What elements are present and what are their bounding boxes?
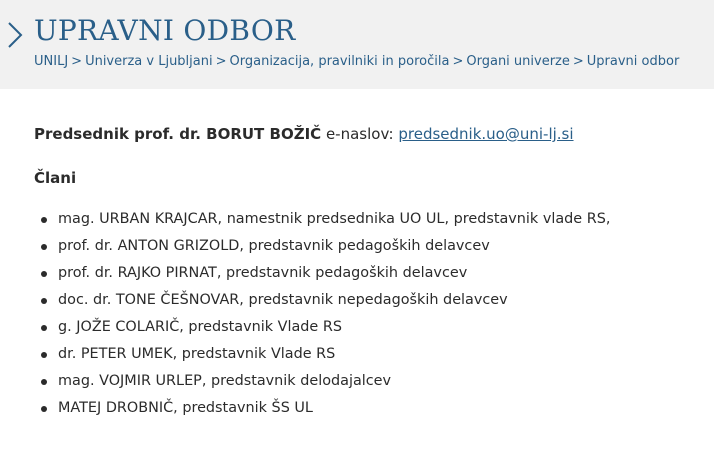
bullet-icon (41, 244, 47, 250)
bullet-icon (41, 352, 47, 358)
list-item (34, 206, 704, 233)
bullet-icon (41, 298, 47, 304)
list-item (34, 314, 704, 341)
member-text: prof. dr. ANTON GRIZOLD, predstavnik pedagoških delavcev (58, 238, 490, 254)
main-content (34, 124, 704, 422)
president-label: Predsednik prof. dr. BORUT BOŽIČ (34, 125, 322, 143)
member-text: prof. dr. RAJKO PIRNAT, predstavnik pedagoških delavcev (58, 265, 468, 281)
list-item (34, 395, 704, 422)
breadcrumb-item-unilj[interactable]: UNILJ (34, 54, 69, 69)
member-text: dr. PETER UMEK, predstavnik Vlade RS (58, 346, 336, 362)
breadcrumb-separator: > (452, 54, 464, 69)
list-item (34, 341, 704, 368)
breadcrumb-item-organizacija[interactable]: Organizacija, pravilniki in poročila (229, 54, 450, 69)
list-item (34, 260, 704, 287)
member-text: doc. dr. TONE ČEŠNOVAR, predstavnik nepedagoških delavcev (58, 292, 508, 308)
bullet-icon (41, 217, 47, 223)
list-item (34, 233, 704, 260)
member-text: g. JOŽE COLARIČ, predstavnik Vlade RS (58, 319, 342, 335)
breadcrumb-item-univerza[interactable]: Univerza v Ljubljani (85, 54, 213, 69)
president-line (34, 124, 704, 144)
bullet-icon (41, 325, 47, 331)
email-label: e-naslov: (325, 125, 394, 143)
bullet-icon (41, 379, 47, 385)
page-header (0, 0, 714, 89)
member-text: mag. VOJMIR URLEP, predstavnik delodajalcev (58, 373, 392, 389)
member-text: MATEJ DROBNIČ, predstavnik ŠS UL (58, 400, 313, 416)
breadcrumb-item-organi[interactable]: Organi univerze (466, 54, 570, 69)
chevron-right-icon (6, 20, 24, 50)
page-title: UPRAVNI ODBOR (34, 14, 296, 47)
list-item (34, 287, 704, 314)
breadcrumb-separator: > (215, 54, 227, 69)
president-email-link[interactable]: predsednik.uo@uni-lj.si (398, 125, 574, 143)
breadcrumb-separator: > (71, 54, 83, 69)
members-list (34, 206, 704, 422)
breadcrumb-item-current: Upravni odbor (586, 54, 680, 69)
breadcrumb (34, 54, 679, 69)
list-item (34, 368, 704, 395)
members-heading: Člani (34, 169, 77, 187)
bullet-icon (41, 406, 47, 412)
member-text: mag. URBAN KRAJCAR, namestnik predsednika UO UL, predstavnik vlade RS, (58, 211, 611, 227)
bullet-icon (41, 271, 47, 277)
breadcrumb-separator: > (572, 54, 584, 69)
